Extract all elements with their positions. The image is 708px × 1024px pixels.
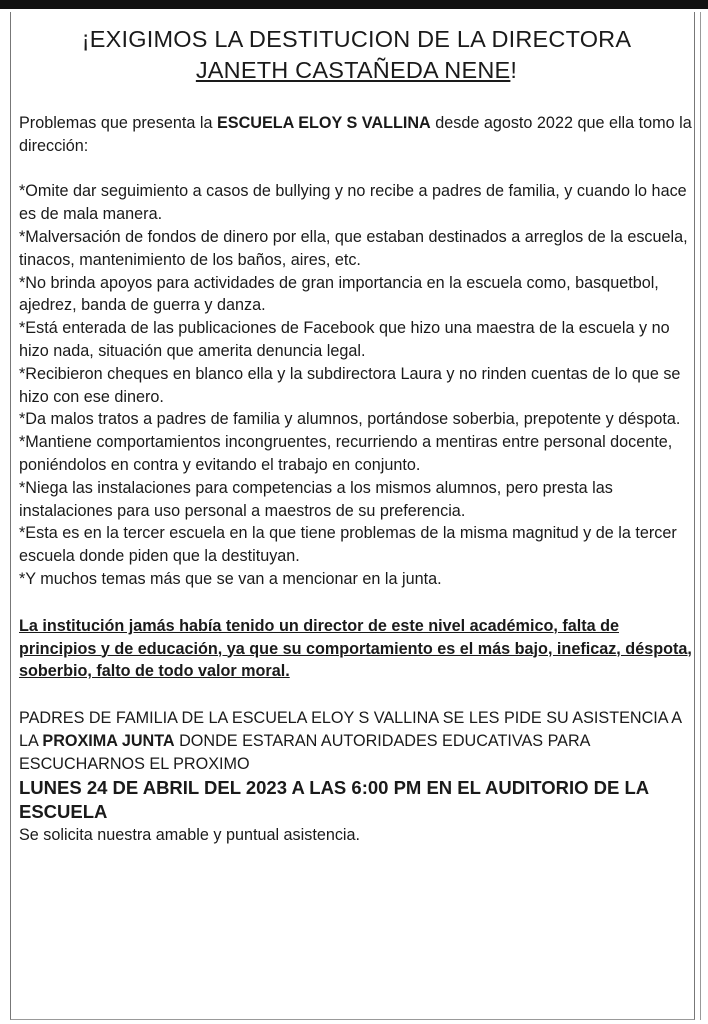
problem-item: *Malversación de fondos de dinero por ella, que estaban destinados a arreglos de la escuela, tinacos, mantenimiento de los baños, aires, etc. xyxy=(19,227,688,269)
top-edge-bar xyxy=(0,0,708,9)
school-name: ESCUELA ELOY S VALLINA xyxy=(216,114,431,132)
title-line-1: ¡EXIGIMOS LA DESTITUCION DE LA DIRECTORA xyxy=(81,26,632,52)
page-right-edge xyxy=(700,12,701,1020)
problem-item: *Recibieron cheques en blanco ella y la subdirectora Laura y no rinden cuentas de lo que se hizo con ese dinero. xyxy=(19,364,681,406)
problems-list xyxy=(19,180,694,590)
problem-item: *Esta es en la tercer escuela en la que tiene problemas de la misma magnitud y de la tercer escuela donde piden que la destituyan. xyxy=(19,524,677,566)
flyer-document xyxy=(19,14,694,846)
meeting-label: PROXIMA JUNTA xyxy=(42,731,175,750)
final-request: Se solicita nuestra amable y puntual asistencia. xyxy=(19,825,361,844)
title-exclamation: ! xyxy=(510,57,518,83)
document-title xyxy=(19,24,694,86)
closing-statement: La institución jamás había tenido un director de este nivel académico, falta de principios y de educación, ya que su comportamiento es el más bajo, ineficaz, déspota, soberbio, falto de todo valor moral. xyxy=(19,616,692,681)
problem-item: *Da malos tratos a padres de familia y alumnos, portándose soberbia, prepotente y déspota. xyxy=(19,410,681,429)
intro-paragraph xyxy=(19,112,694,158)
appeal-part-1: PADRES DE FAMILIA DE LA ESCUELA ELOY S VALLINA SE LES PIDE SU ASISTENCIA A LA xyxy=(19,709,682,750)
intro-suffix: desde agosto 2022 que ella tomo la dirección: xyxy=(19,114,692,155)
appeal-paragraph xyxy=(19,707,694,775)
director-name: JANETH CASTAÑEDA NENE xyxy=(195,57,511,83)
meeting-date: LUNES 24 DE ABRIL DEL 2023 A LAS 6:00 PM EN EL AUDITORIO DE LA ESCUELA xyxy=(19,776,649,822)
problem-item: *Y muchos temas más que se van a mencionar en la junta. xyxy=(19,569,442,588)
title-line-2 xyxy=(19,55,694,86)
problem-item: *No brinda apoyos para actividades de gran importancia en la escuela como, basquetbol, ajedrez, banda de guerra y danza. xyxy=(19,273,659,315)
intro-prefix: Problemas que presenta la xyxy=(19,114,217,132)
problem-item: *Omite dar seguimiento a casos de bullying y no recibe a padres de familia, y cuando lo hace es de mala manera. xyxy=(19,182,687,224)
appeal-part-2: DONDE ESTARAN AUTORIDADES EDUCATIVAS PARA ESCUCHARNOS EL PROXIMO xyxy=(19,731,590,773)
problem-item: *Está enterada de las publicaciones de Facebook que hizo una maestra de la escuela y no hizo nada, situación que amerita denuncia legal. xyxy=(19,319,670,360)
problem-item: *Niega las instalaciones para competencias a los mismos alumnos, pero presta las instalaciones para uso personal a maestros de su preferencia. xyxy=(19,478,613,520)
problem-item: *Mantiene comportamientos incongruentes, recurriendo a mentiras entre personal docente, poniéndolos en contra y evitando el trabajo en conjunto. xyxy=(19,433,673,474)
